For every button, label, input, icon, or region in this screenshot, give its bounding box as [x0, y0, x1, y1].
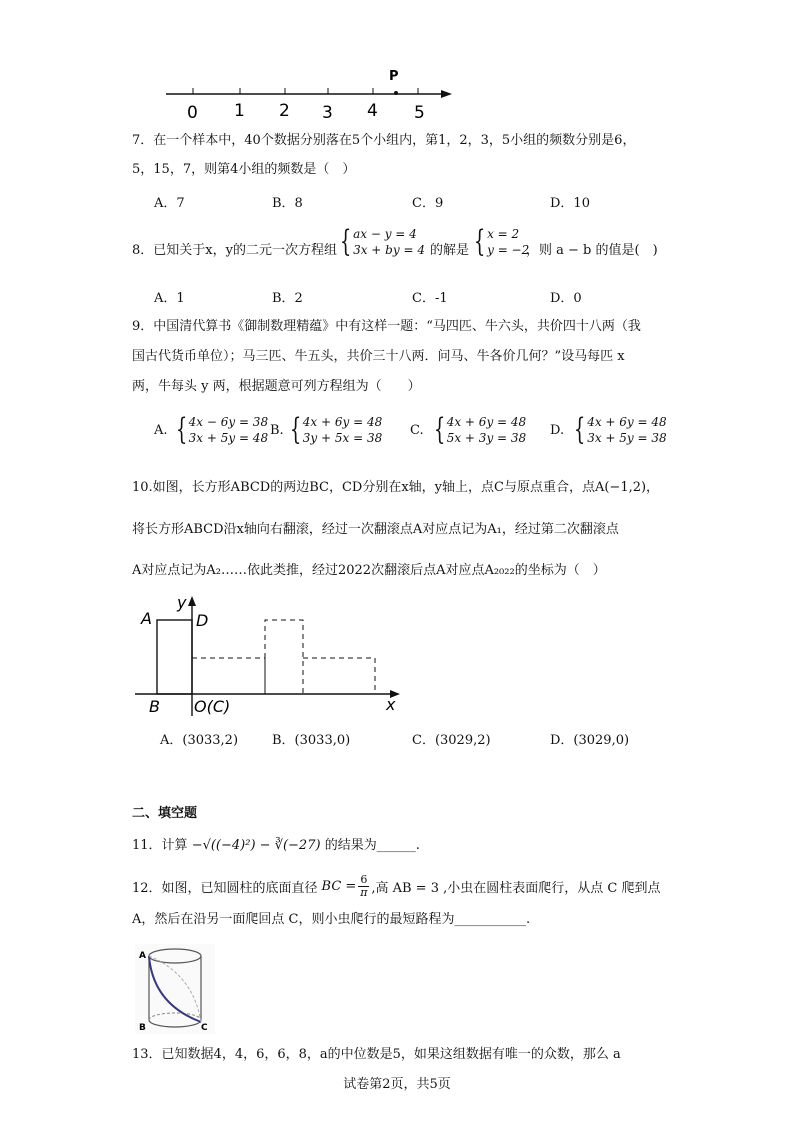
q9-option-d-label: D.	[550, 422, 565, 438]
q8-sys2-eq1: x = 2	[487, 227, 520, 241]
q8-option-c[interactable]: C．-1	[412, 291, 448, 306]
point-p-label: P	[389, 69, 399, 84]
q9-option-c[interactable]: C. { 4x + 6y = 48 5x + 3y = 38	[410, 412, 527, 447]
q8-system-2: { x = 2 y = −2	[473, 224, 530, 259]
q9-option-a-label: A.	[154, 422, 168, 438]
q9-option-d[interactable]: D. { 4x + 6y = 48 3x + 5y = 38	[550, 412, 667, 447]
q8-sys2-eq2: y = −2	[487, 243, 530, 257]
fig-label-x: x	[386, 695, 396, 714]
q11-prefix: 11．计算	[132, 838, 188, 853]
q12-bc: BC =	[321, 879, 357, 894]
q12-line2: A，然后在沿另一面爬回点 C，则小虫爬行的最短路程为___________.	[132, 912, 531, 927]
q10-option-c[interactable]: C．(3029,2)	[412, 733, 491, 748]
q9-b-eq1: 4x + 6y = 48	[302, 415, 383, 429]
q9-line2: 国古代货币单位）；马三匹、牛五头，共价三十八两．问马、牛各价几何？”设马每匹 x	[132, 349, 625, 364]
q12-frac-num: 6	[360, 873, 368, 886]
q8-system-1: { ax − y = 4 3x + by = 4	[339, 224, 425, 259]
q9-option-a[interactable]: A. { 4x − 6y = 38 3x + 5y = 48	[154, 412, 269, 447]
cylinder-figure	[135, 944, 215, 1034]
tick-label: 5	[414, 103, 425, 123]
q7-option-c[interactable]: C．9	[412, 196, 444, 211]
q10-line1: 10.如图，长方形ABCD的两边BC，CD分别在x轴，y轴上，点C与原点重合，点A(−1,2)，	[132, 480, 660, 495]
q8-option-d[interactable]: D．0	[550, 291, 582, 306]
q12-frac-den: π	[360, 886, 368, 899]
question-13-line1: 13．已知数据4，4，6，6，8，a的中位数是5，如果这组数据有唯一的众数，那么 a	[132, 1047, 621, 1062]
q9-line1: 9．中国清代算书《御制数理精蕴》中有这样一题：“马四匹、牛六头，共价四十八两（我	[132, 319, 641, 334]
section-title: 二、填空题	[132, 806, 198, 821]
q9-option-b[interactable]: B. { 4x + 6y = 48 3y + 5x = 38	[270, 412, 383, 447]
q9-c-eq1: 4x + 6y = 48	[446, 415, 527, 429]
fig-label-a: A	[141, 609, 152, 628]
rectangle-rolling-figure	[135, 592, 405, 716]
fig-label-y: y	[177, 593, 187, 612]
q9-option-c-label: C.	[410, 422, 424, 438]
tick-label: 2	[279, 101, 290, 121]
q12-fraction	[358, 874, 369, 899]
q10-option-d[interactable]: D．(3029,0)	[550, 733, 630, 748]
q7-option-d[interactable]: D．10	[550, 196, 590, 211]
q7-line2: 5，15，7，则第4小组的频数是（ ）	[132, 162, 356, 177]
cyl-label-b: B	[139, 1023, 146, 1033]
q7-option-a[interactable]: A．7	[154, 196, 185, 211]
question-11	[132, 834, 420, 853]
tick-label: 0	[187, 103, 198, 123]
q9-line3: 两，牛每头 y 两，根据题意可列方程组为（ ）	[132, 379, 421, 394]
q10-option-a[interactable]: A．(3033,2)	[160, 733, 239, 748]
q11-suffix: 的结果为______.	[324, 838, 420, 853]
q8-mid: 的解是	[430, 243, 470, 258]
cyl-label-a: A	[139, 951, 146, 961]
fig-label-o: O(C)	[194, 697, 231, 716]
q10-line3: A对应点记为A₂……依此类推，经过2022次翻滚后点A对应点A₂₀₂₂的坐标为（ ）	[132, 563, 606, 578]
page-footer: 试卷第2页，共5页	[343, 1077, 451, 1092]
number-line	[160, 66, 460, 124]
q8-suffix: ，则 a − b 的值是( )	[526, 243, 658, 258]
q9-d-eq1: 4x + 6y = 48	[587, 415, 667, 429]
q8-sys1-eq2: 3x + by = 4	[353, 243, 425, 257]
q10-option-b[interactable]: B．(3033,0)	[272, 733, 351, 748]
q8-prefix: 8．已知关于x，y的二元一次方程组	[132, 243, 337, 258]
q9-option-b-label: B.	[270, 422, 284, 438]
q12-line1-b: ,高 AB = 3 ,小虫在圆柱表面爬行，从点 C 爬到点	[371, 881, 661, 896]
q8-option-a[interactable]: A．1	[154, 291, 185, 306]
q9-a-eq1: 4x − 6y = 38	[188, 415, 269, 429]
q10-line2: 将长方形ABCD沿x轴向右翻滚，经过一次翻滚点A对应点记为A₁，经过第二次翻滚点	[132, 522, 619, 537]
q9-d-eq2: 3x + 5y = 38	[587, 431, 667, 445]
cyl-label-c: C	[201, 1023, 208, 1033]
q9-a-eq2: 3x + 5y = 48	[188, 431, 269, 445]
q9-b-eq2: 3y + 5x = 38	[302, 431, 383, 445]
q12-line1-a: 12．如图，已知圆柱的底面直径	[132, 881, 318, 896]
tick-label: 1	[234, 101, 245, 121]
point-p	[394, 91, 398, 95]
tick-label: 4	[367, 101, 378, 121]
q7-option-b[interactable]: B．8	[272, 196, 303, 211]
q8-sys1-eq1: ax − y = 4	[353, 227, 417, 241]
fig-label-d: D	[196, 611, 209, 630]
q11-expression: −√((−4)²) − ∛(−27)	[191, 838, 321, 853]
tick-label: 3	[322, 103, 333, 123]
fig-label-b: B	[149, 697, 160, 716]
q8-option-b[interactable]: B．2	[272, 291, 303, 306]
q7-line1: 7．在一个样本中，40个数据分别落在5个小组内，第1，2，3，5小组的频数分别是6，	[132, 133, 636, 148]
q9-c-eq2: 5x + 3y = 38	[446, 431, 527, 445]
q12-line1	[132, 874, 660, 899]
